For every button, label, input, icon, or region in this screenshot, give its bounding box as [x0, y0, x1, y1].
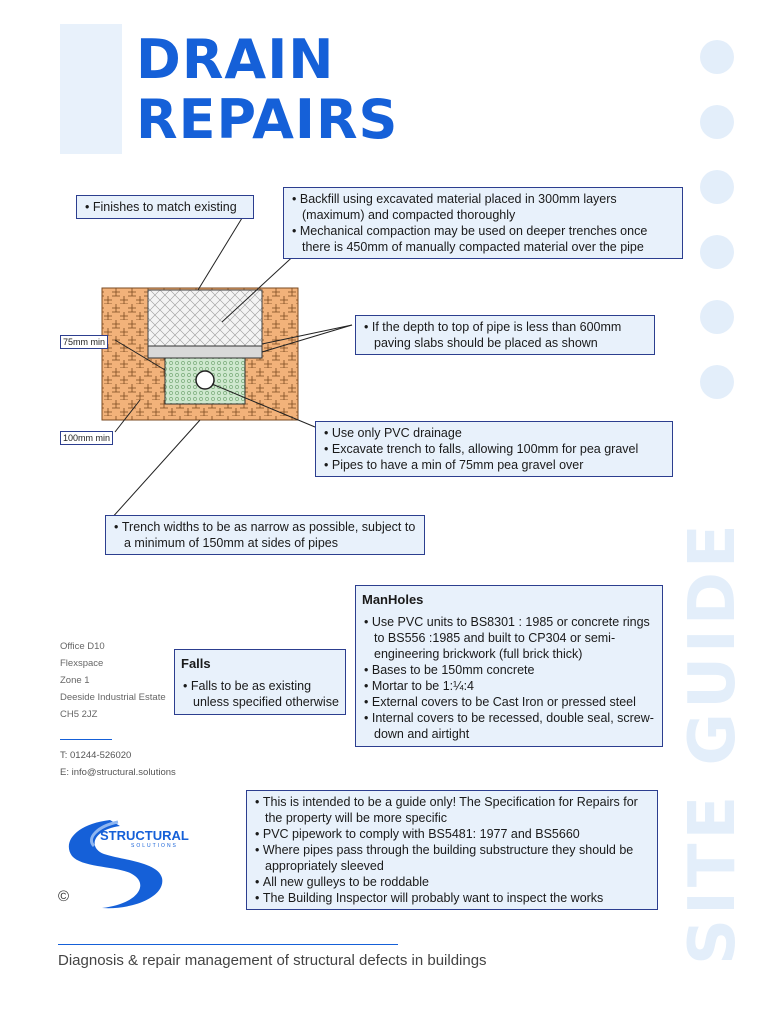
leader-trench — [110, 420, 200, 520]
trench-backfill — [148, 290, 262, 346]
note-item: • PVC pipework to comply with BS5481: 1977 and BS5660 — [253, 826, 651, 842]
copyright-symbol: © — [58, 888, 70, 905]
footer-divider — [58, 944, 398, 945]
callout-item: • Finishes to match existing — [83, 199, 247, 215]
manholes-item: • Internal covers to be recessed, double seal, screw-down and airtight — [362, 710, 656, 742]
logo-subtitle: SOLUTIONS — [131, 843, 178, 849]
address-line: CH5 2JZ — [60, 709, 98, 720]
callout-depth — [355, 315, 655, 355]
email-address[interactable]: E: info@structural.solutions — [60, 767, 176, 778]
address-line: Flexspace — [60, 658, 104, 669]
callout-item: • Pipes to have a min of 75mm pea gravel over — [322, 457, 666, 473]
address-line: Zone 1 — [60, 675, 90, 686]
callout-pvc — [315, 421, 673, 477]
note-item: • The Building Inspector will probably want to inspect the works — [253, 890, 651, 906]
falls-item: • Falls to be as existing unless specified otherwise — [181, 678, 339, 710]
falls-box — [174, 649, 346, 715]
callout-item: • Excavate trench to falls, allowing 100mm for pea gravel — [322, 441, 666, 457]
callout-item: • Use only PVC drainage — [322, 425, 666, 441]
callout-item: • Mechanical compaction may be used on deeper trenches once there is 450mm of manually compacted material over the pipe — [290, 223, 676, 255]
manholes-box — [355, 585, 663, 747]
callout-item: • Trench widths to be as narrow as possible, subject to a minimum of 150mm at sides of pipes — [112, 519, 418, 551]
notes-box — [246, 790, 658, 910]
callout-trench — [105, 515, 425, 555]
pipe — [196, 371, 214, 389]
phone-number: T: 01244-526020 — [60, 750, 132, 761]
manholes-item: • Mortar to be 1:¼:4 — [362, 678, 656, 694]
manholes-item: • External covers to be Cast Iron or pressed steel — [362, 694, 656, 710]
side-title: SITE GUIDE — [676, 520, 750, 965]
manholes-heading: ManHoles — [362, 592, 424, 607]
address-line: Deeside Industrial Estate — [60, 692, 166, 703]
falls-heading: Falls — [181, 656, 211, 671]
logo-name: STRUCTURAL — [100, 828, 189, 843]
title-line-2: REPAIRS — [136, 88, 399, 151]
manholes-item: • Use PVC units to BS8301 : 1985 or concrete rings to BS556 :1985 and built to CP304 or semi-engineering brickwork (full brick thick) — [362, 614, 656, 662]
note-item: • All new gulleys to be roddable — [253, 874, 651, 890]
contact-details — [60, 747, 176, 781]
callout-item: • If the depth to top of pipe is less than 600mm paving slabs should be placed as shown — [362, 319, 648, 351]
title-line-1: DRAIN — [136, 28, 335, 91]
company-logo-icon — [58, 812, 198, 912]
dim-100mm-label: 100mm min — [60, 431, 113, 445]
callout-backfill — [283, 187, 683, 259]
office-address — [60, 638, 166, 723]
callout-finishes — [76, 195, 254, 219]
manholes-item: • Bases to be 150mm concrete — [362, 662, 656, 678]
address-line: Office D10 — [60, 641, 105, 652]
callout-item: • Backfill using excavated material placed in 300mm layers (maximum) and compacted thoroughly — [290, 191, 676, 223]
dim-75mm-label: 75mm min — [60, 335, 108, 349]
footer-tagline: Diagnosis & repair management of structural defects in buildings — [58, 952, 487, 969]
address-divider — [60, 739, 112, 740]
note-item: • Where pipes pass through the building substructure they should be appropriately sleeved — [253, 842, 651, 874]
paving-slab — [148, 346, 262, 358]
note-item: • This is intended to be a guide only! The Specification for Repairs for the property will be more specific — [253, 794, 651, 826]
